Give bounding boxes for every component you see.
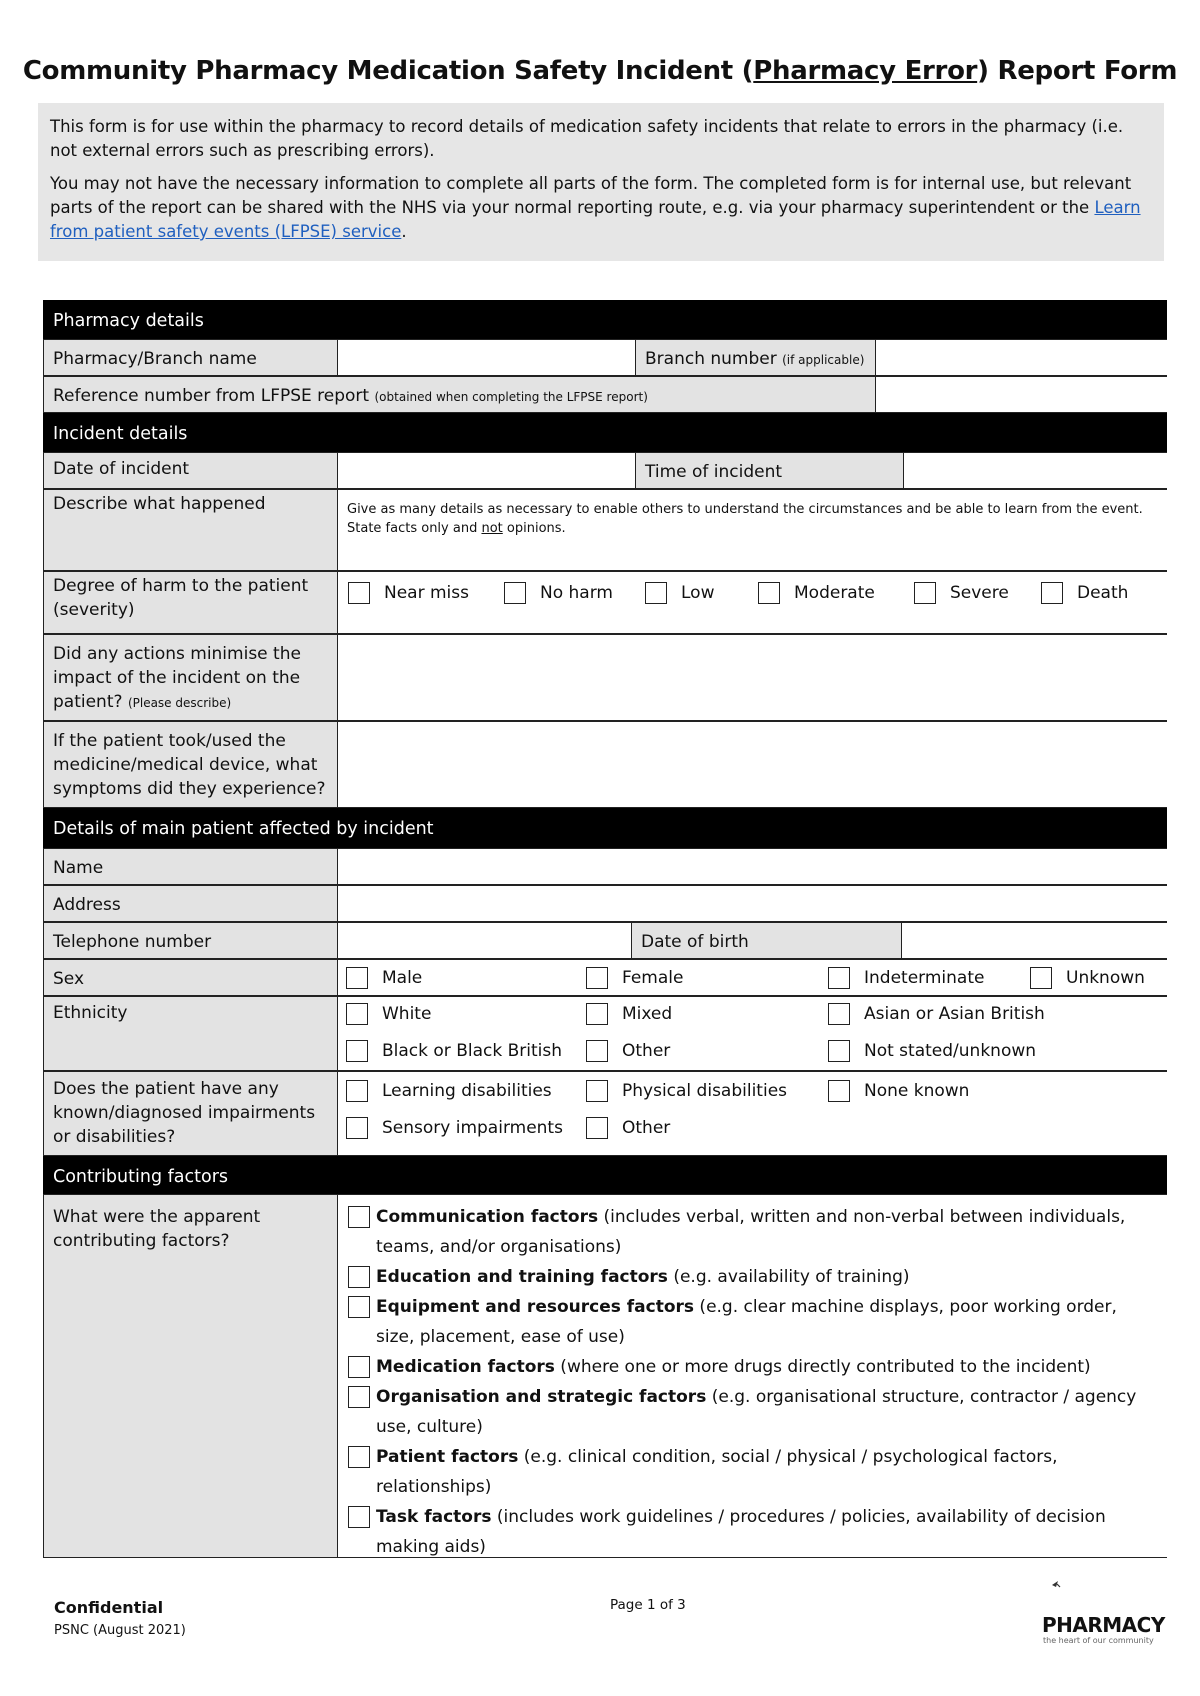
minimise-row (43, 634, 1167, 721)
harm-options (338, 571, 1167, 634)
harm-row (43, 571, 1167, 634)
checkbox[interactable] (586, 1117, 608, 1139)
contributing-row (43, 1194, 1167, 1558)
harm-label: Degree of harm to the patient (severity) (44, 571, 338, 634)
harm-option-near-miss[interactable] (348, 581, 469, 605)
checkbox[interactable] (828, 1040, 850, 1062)
checkbox[interactable] (346, 967, 368, 989)
factor-communication[interactable] (348, 1202, 1157, 1262)
section-header-pharmacy (43, 300, 1167, 339)
patient-address-label: Address (44, 885, 338, 922)
sex-option-label: Indeterminate (864, 968, 985, 988)
factor-text (376, 1202, 1157, 1262)
factor-education[interactable] (348, 1262, 1157, 1292)
harm-option-death[interactable] (1041, 581, 1128, 605)
harm-option-moderate[interactable] (758, 581, 875, 605)
section-header-patient (43, 808, 1167, 848)
contributing-factors-list (338, 1194, 1167, 1558)
patient-name-label: Name (44, 848, 338, 885)
logo-wordmark: PHARMACY (1042, 1613, 1165, 1637)
sex-option-female[interactable] (586, 966, 683, 990)
intro-paragraph-2 (50, 172, 1152, 244)
sex-options (338, 959, 1167, 996)
harm-option-no-harm[interactable] (504, 581, 613, 605)
patient-name-row (43, 848, 1167, 885)
lfpse-link[interactable]: Learn from patient safety events (LFPSE) service (50, 198, 1141, 241)
dob-label: Date of birth (632, 922, 902, 959)
branch-row (43, 339, 1167, 376)
harm-option-low[interactable] (645, 581, 714, 605)
incident-date-label: Date of incident (44, 452, 338, 489)
ethnicity-option-label: Not stated/unknown (864, 1041, 1037, 1061)
harm-option-label: Near miss (384, 583, 469, 603)
checkbox[interactable] (504, 582, 526, 604)
factor-desc: (includes verbal, written and non-verbal between individuals, teams, and/or organisations) (376, 1207, 1126, 1257)
date-time-row (43, 452, 1167, 489)
contributing-question: What were the apparent contributing factors? (44, 1194, 338, 1558)
describe-hint-not: not (481, 521, 503, 536)
ethnicity-options (338, 996, 1167, 1071)
intro-box (38, 103, 1164, 261)
describe-row (43, 489, 1167, 571)
incident-time-label: Time of incident (636, 452, 904, 489)
footer-page-number: Page 1 of 3 (610, 1597, 686, 1613)
impair-option-none[interactable] (828, 1079, 969, 1103)
intro-p2-text: You may not have the necessary information to complete all parts of the form. The completed form is for internal use, but relevant parts of the report can be shared with the NHS via your normal reporting route, e.g. via your pharmacy superintendent or the (50, 174, 1132, 217)
section-header-contributing (43, 1156, 1167, 1194)
factor-title: Education and training factors (376, 1267, 668, 1287)
impair-option-learning[interactable] (346, 1079, 552, 1103)
incident-heading: Incident details (53, 424, 188, 444)
page-title (0, 56, 1200, 86)
sex-label: Sex (44, 959, 338, 996)
checkbox[interactable] (346, 1080, 368, 1102)
sex-option-unknown[interactable] (1030, 966, 1145, 990)
phone-label: Telephone number (44, 922, 338, 959)
checkbox[interactable] (348, 1206, 370, 1228)
factor-desc: (e.g. organisational structure, contractor / agency use, culture) (376, 1387, 1137, 1437)
factor-title: Equipment and resources factors (376, 1297, 695, 1317)
branch-number-label (636, 339, 876, 376)
impair-option-label: Sensory impairments (382, 1118, 563, 1138)
symptoms-row (43, 721, 1167, 808)
footer-confidential: Confidential (54, 1598, 164, 1617)
sex-option-indeterminate[interactable] (828, 966, 984, 990)
symptoms-field[interactable] (338, 721, 1167, 808)
factor-text (376, 1502, 1157, 1562)
describe-hint-1: Give as many details as necessary to enable others to understand the circumstances and be able to learn from the event. (347, 502, 1143, 517)
checkbox[interactable] (348, 582, 370, 604)
describe-field[interactable] (338, 489, 1167, 571)
checkbox[interactable] (348, 1296, 370, 1318)
checkbox[interactable] (914, 582, 936, 604)
harm-option-label: Death (1077, 583, 1129, 603)
ethnicity-option-black[interactable] (346, 1039, 562, 1063)
checkbox[interactable] (758, 582, 780, 604)
symptoms-label: If the patient took/used the medicine/medical device, what symptoms did they experience? (44, 721, 338, 808)
ethnicity-option-mixed[interactable] (586, 1002, 672, 1026)
factor-text (376, 1262, 910, 1292)
ethnicity-option-label: White (382, 1004, 432, 1024)
factor-task[interactable] (348, 1502, 1157, 1562)
impair-option-label: Other (622, 1118, 671, 1138)
factor-patient[interactable] (348, 1442, 1157, 1502)
checkbox[interactable] (348, 1266, 370, 1288)
intro-p2-end: . (401, 222, 407, 241)
factor-text (376, 1442, 1157, 1502)
dob-field[interactable] (902, 922, 1167, 959)
ethnicity-option-label: Other (622, 1041, 671, 1061)
sex-option-label: Unknown (1066, 968, 1145, 988)
factor-desc: (includes work guidelines / procedures / policies, availability of decision making aids) (376, 1507, 1106, 1557)
ethnicity-option-white[interactable] (346, 1002, 431, 1026)
harm-option-label: Moderate (794, 583, 875, 603)
phone-field[interactable] (338, 922, 632, 959)
reference-label-text: Reference number from LFPSE report (53, 386, 370, 406)
harm-option-label: Severe (950, 583, 1009, 603)
harm-option-label: Low (681, 583, 715, 603)
describe-hint-2a: State facts only and (347, 521, 482, 536)
factor-desc: (e.g. clear machine displays, poor working order, size, placement, ease of use) (376, 1297, 1117, 1347)
impairment-options (338, 1071, 1167, 1156)
ethnicity-option-label: Mixed (622, 1004, 673, 1024)
impair-option-label: Learning disabilities (382, 1081, 552, 1101)
checkbox[interactable] (586, 1003, 608, 1025)
ethnicity-option-other[interactable] (586, 1039, 670, 1063)
ethnicity-label: Ethnicity (44, 996, 338, 1071)
factor-text (376, 1382, 1157, 1442)
checkbox[interactable] (828, 1003, 850, 1025)
impair-option-sensory[interactable] (346, 1116, 563, 1140)
branch-number-field[interactable] (876, 339, 1167, 376)
minimise-label-text: Did any actions minimise the impact of the incident on the patient? (53, 644, 301, 712)
checkbox[interactable] (346, 1003, 368, 1025)
checkbox[interactable] (348, 1446, 370, 1468)
ethnicity-option-not-stated[interactable] (828, 1039, 1036, 1063)
sex-row (43, 959, 1167, 996)
factor-title: Patient factors (376, 1447, 519, 1467)
impair-option-physical[interactable] (586, 1079, 787, 1103)
checkbox[interactable] (1030, 967, 1052, 989)
factor-equipment[interactable] (348, 1292, 1157, 1352)
describe-hint-2b: opinions. (502, 521, 566, 536)
branch-number-text: Branch number (645, 349, 777, 369)
checkbox[interactable] (348, 1356, 370, 1378)
contributing-heading: Contributing factors (53, 1167, 229, 1187)
checkbox[interactable] (645, 582, 667, 604)
ethnicity-option-label: Black or Black British (382, 1041, 562, 1061)
branch-name-field[interactable] (338, 339, 636, 376)
incident-time-field[interactable] (904, 452, 1167, 489)
phone-dob-row (43, 922, 1167, 959)
describe-label: Describe what happened (44, 489, 338, 571)
reference-row (43, 376, 1167, 413)
ethnicity-row (43, 996, 1167, 1071)
section-header-incident (43, 413, 1167, 452)
harm-option-label: No harm (540, 583, 613, 603)
minimise-label (44, 634, 338, 721)
reference-note: (obtained when completing the LFPSE report) (374, 390, 648, 404)
sex-option-label: Male (382, 968, 423, 988)
intro-paragraph-1: This form is for use within the pharmacy to record details of medication safety incidents that relate to errors in the pharmacy (i.e. not external errors such as prescribing errors). (50, 117, 1124, 160)
checkbox[interactable] (346, 1040, 368, 1062)
reference-field[interactable] (876, 376, 1167, 413)
impairment-label: Does the patient have any known/diagnosed impairments or disabilities? (44, 1071, 338, 1156)
branch-name-label: Pharmacy/Branch name (44, 339, 338, 376)
patient-name-field[interactable] (338, 848, 1167, 885)
checkbox[interactable] (586, 1080, 608, 1102)
reference-label (44, 376, 876, 413)
factor-title: Communication factors (376, 1207, 599, 1227)
impair-option-other[interactable] (586, 1116, 670, 1140)
factor-desc: (e.g. clinical condition, social / physical / psychological factors, relationships) (376, 1447, 1058, 1497)
checkbox[interactable] (586, 967, 608, 989)
title-prefix: Community Pharmacy Medication Safety Incident ( (22, 56, 754, 86)
checkbox[interactable] (348, 1506, 370, 1528)
factor-title: Medication factors (376, 1357, 555, 1377)
checkbox[interactable] (346, 1117, 368, 1139)
title-emphasis: Pharmacy Error (753, 56, 978, 86)
checkbox[interactable] (348, 1386, 370, 1408)
factor-text (376, 1352, 1091, 1382)
footer-psnc: PSNC (August 2021) (54, 1623, 186, 1638)
checkbox[interactable] (586, 1040, 608, 1062)
pharmacy-heading: Pharmacy details (53, 311, 204, 331)
factor-desc: (e.g. availability of training) (667, 1267, 910, 1287)
describe-hint-2 (347, 519, 1158, 538)
ethnicity-option-label: Asian or Asian British (864, 1004, 1045, 1024)
sex-option-male[interactable] (346, 966, 422, 990)
minimise-field[interactable] (338, 634, 1167, 721)
factor-title: Organisation and strategic factors (376, 1387, 707, 1407)
patient-address-row (43, 885, 1167, 922)
logo-tagline: the heart of our community (1043, 1636, 1154, 1645)
branch-number-note: (if applicable) (782, 353, 865, 367)
factor-desc: (where one or more drugs directly contributed to the incident) (554, 1357, 1091, 1377)
ethnicity-option-asian[interactable] (828, 1002, 1045, 1026)
incident-date-field[interactable] (338, 452, 636, 489)
impair-option-label: Physical disabilities (622, 1081, 788, 1101)
impair-option-label: None known (864, 1081, 970, 1101)
factor-organisation[interactable] (348, 1382, 1157, 1442)
impairment-row (43, 1071, 1167, 1156)
patient-address-field[interactable] (338, 885, 1167, 922)
sex-option-label: Female (622, 968, 684, 988)
factor-text (376, 1292, 1157, 1352)
patient-heading: Details of main patient affected by incident (53, 819, 434, 839)
factor-medication[interactable] (348, 1352, 1157, 1382)
minimise-note: (Please describe) (127, 696, 232, 710)
factor-title: Task factors (376, 1507, 492, 1527)
checkbox[interactable] (1041, 582, 1063, 604)
checkbox[interactable] (828, 967, 850, 989)
title-suffix: ) Report Form (977, 56, 1178, 86)
checkbox[interactable] (828, 1080, 850, 1102)
harm-option-severe[interactable] (914, 581, 1009, 605)
